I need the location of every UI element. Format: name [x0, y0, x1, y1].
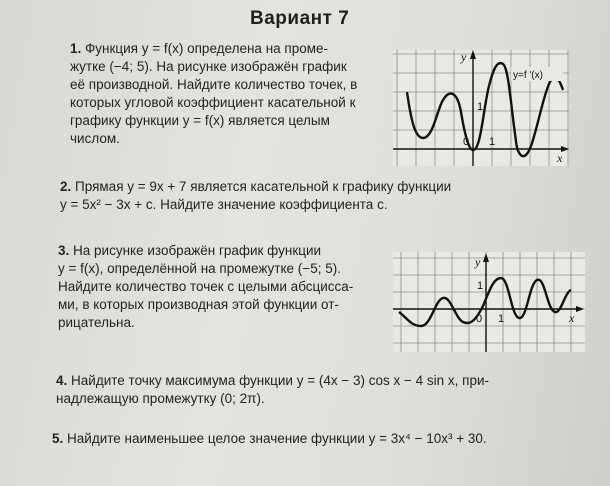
task-2-number: 2.	[60, 179, 72, 194]
variant-title: Вариант 7	[250, 8, 350, 29]
task-1-line-1: 1. Функция y = f(x) определена на проме-	[70, 41, 329, 56]
unit-x-label: 1	[498, 313, 505, 325]
task-1	[70, 40, 390, 148]
task-2	[60, 178, 530, 214]
task-2-line-1: 2. Прямая y = 9x + 7 является касательной к графику функции	[60, 179, 452, 194]
unit-x-label: 1	[489, 136, 496, 148]
x-axis-label: x	[557, 151, 563, 165]
task-5-line-1: 5. Найдите наименьшее целое значение функции y = 3x⁴ − 10x³ + 30.	[52, 431, 487, 446]
task-3-line-2: y = f(x), определённой на промежутке (−5; 5).	[58, 261, 341, 276]
task-1-line-4: которых угловой коэффициент касательной к	[70, 95, 356, 110]
task-5-number: 5.	[52, 431, 64, 446]
x-axis-arrow-icon	[576, 306, 584, 312]
unit-y-label: 1	[477, 280, 484, 292]
y-axis-label: y	[461, 50, 467, 64]
origin-label: 0	[463, 136, 470, 148]
task-3-function-graph	[393, 252, 585, 352]
task-1-line-6: числом.	[70, 131, 120, 146]
y-axis-label: y	[475, 255, 481, 269]
task-1-line-5: графику функции y = f(x) является целым	[70, 113, 330, 128]
task-3-number: 3.	[58, 243, 70, 258]
task-1-line-2: жутке (−4; 5). На рисунке изображён график	[70, 59, 347, 74]
x-axis-label: x	[569, 311, 575, 325]
task-3-line-1: 3. На рисунке изображён график функции	[58, 243, 322, 258]
task-1-line-3: её производной. Найдите количество точек, в	[70, 77, 358, 92]
task-5	[52, 430, 572, 448]
task-3	[58, 242, 398, 332]
task-4	[56, 372, 576, 408]
y-axis-arrow-icon	[470, 50, 476, 59]
task-4-number: 4.	[56, 373, 68, 388]
task-2-line-2: y = 5x² − 3x + c. Найдите значение коэффициента c.	[60, 197, 388, 212]
y-axis-arrow-icon	[483, 253, 489, 262]
task-3-line-3: Найдите количество точек с целыми абсцисса-	[58, 279, 354, 294]
unit-y-label: 1	[477, 101, 484, 113]
task-3-line-4: ми, в которых производная этой функции от-	[58, 297, 339, 312]
function-curve	[399, 278, 571, 326]
task-3-line-5: рицательна.	[58, 315, 135, 330]
origin-label: 0	[476, 313, 483, 325]
task-4-line-1: 4. Найдите точку максимума функции y = (4x − 3) cos x − 4 sin x, при-	[56, 373, 490, 388]
task-1-derivative-graph	[393, 50, 569, 166]
task-4-line-2: надлежащую промежутку (0; 2π).	[56, 391, 265, 406]
task-1-number: 1.	[70, 41, 82, 56]
curve-label: y=f '(x)	[513, 70, 543, 81]
